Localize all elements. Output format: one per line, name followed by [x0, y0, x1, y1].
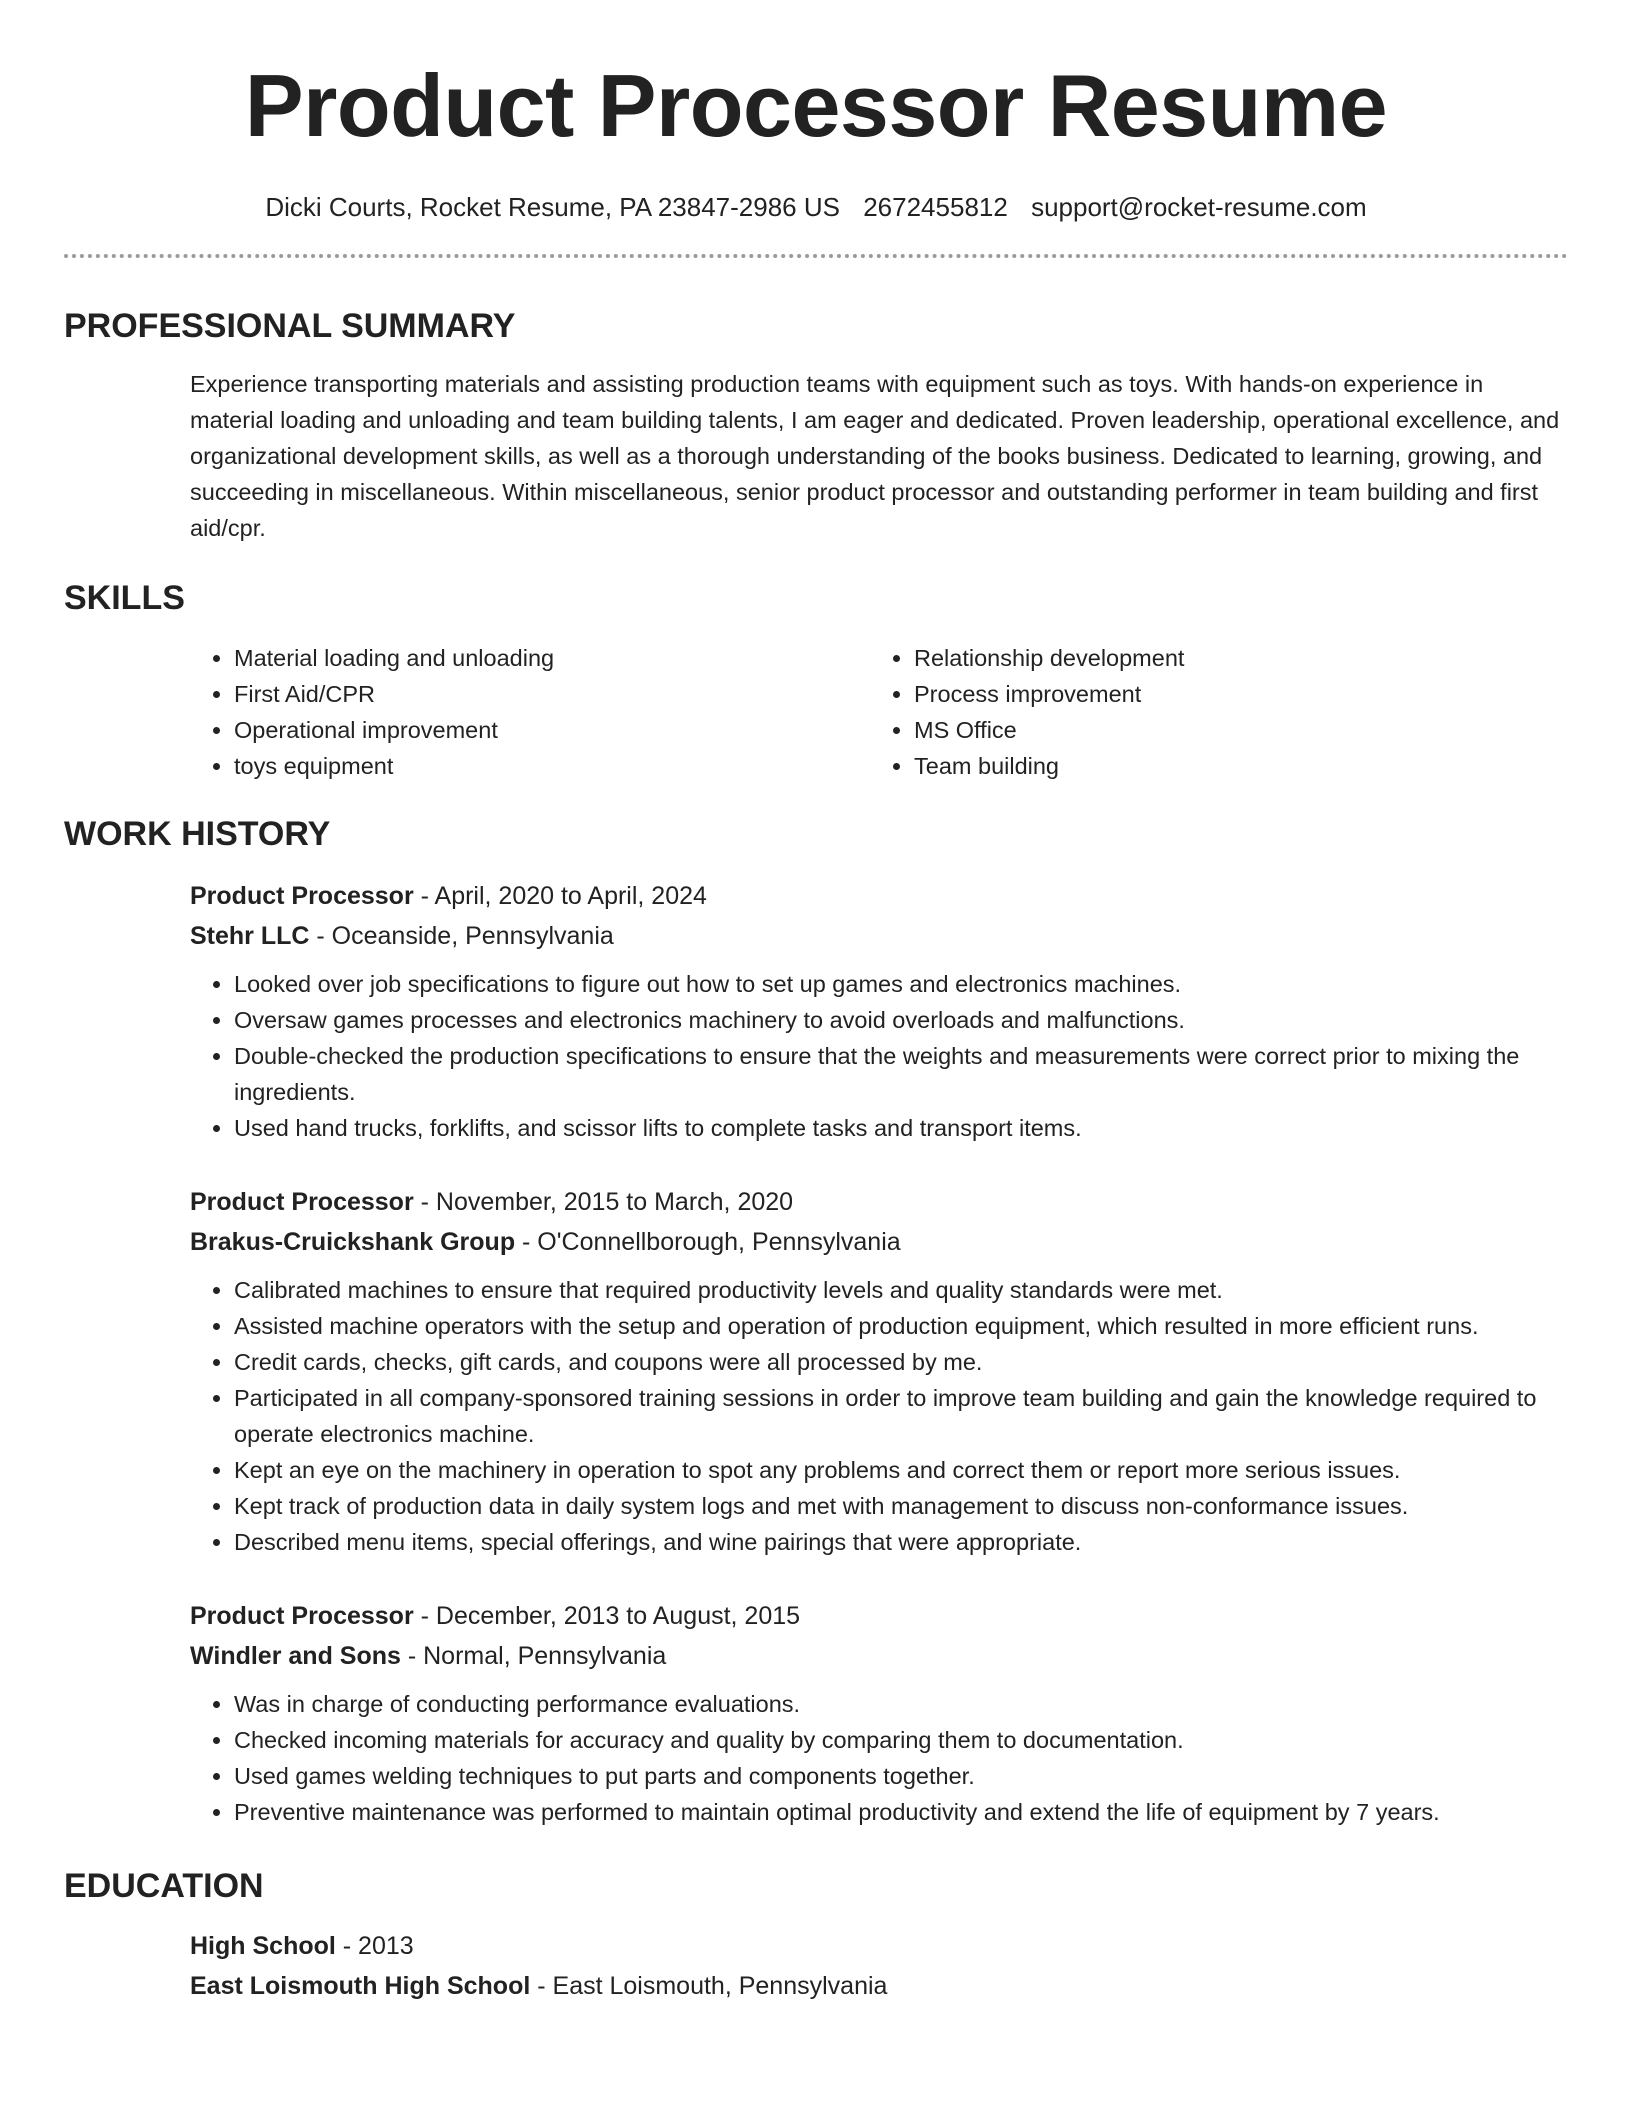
contact-phone: 2672455812 — [863, 192, 1008, 222]
job-bullet: • Was in charge of conducting performance evaluations. — [234, 1686, 1568, 1722]
header-divider — [64, 254, 1568, 258]
education-location: - East Loismouth, Pennsylvania — [530, 1972, 888, 2000]
skills-column-left — [190, 640, 870, 784]
skill-item: • toys equipment — [234, 748, 870, 784]
job-role-line — [190, 876, 1568, 916]
job-company-line — [190, 1636, 1568, 1676]
skill-item: • Team building — [914, 748, 1184, 784]
skill-item: • Process improvement — [914, 676, 1184, 712]
skill-item: • Relationship development — [914, 640, 1184, 676]
job-bullet: • Used hand trucks, forklifts, and scissor lifts to complete tasks and transport items. — [234, 1110, 1568, 1146]
job-bullet: • Double-checked the production specifications to ensure that the weights and measurements were correct prior to mixing the ingredients. — [234, 1038, 1568, 1110]
skill-item: • Material loading and unloading — [234, 640, 870, 676]
job-company: Stehr LLC — [190, 922, 310, 950]
job-bullets — [190, 1272, 1568, 1560]
skill-item: • MS Office — [914, 712, 1184, 748]
work-history-heading: WORK HISTORY — [64, 815, 331, 853]
job-title: Product Processor — [190, 882, 414, 910]
education-degree-line — [190, 1926, 1568, 1966]
skill-item: • Operational improvement — [234, 712, 870, 748]
job-location: - Normal, Pennsylvania — [400, 1642, 667, 1670]
contact-email: support@rocket-resume.com — [1031, 192, 1367, 222]
skills-heading: SKILLS — [64, 579, 185, 617]
job-bullet: • Oversaw games processes and electronics machinery to avoid overloads and malfunctions. — [234, 1002, 1568, 1038]
education-school: East Loismouth High School — [190, 1972, 531, 2000]
job-title: Product Processor — [190, 1602, 414, 1630]
page-title: Product Processor Resume — [244, 56, 1388, 155]
education-year: - 2013 — [335, 1932, 414, 1960]
education-heading: EDUCATION — [64, 1867, 264, 1905]
job-bullet: • Checked incoming materials for accuracy and quality by comparing them to documentation. — [234, 1722, 1568, 1758]
job-bullet: • Preventive maintenance was performed to maintain optimal productivity and extend the life of equipment by 7 years. — [234, 1794, 1568, 1830]
skill-item: • First Aid/CPR — [234, 676, 870, 712]
job-company: Brakus-Cruickshank Group — [190, 1228, 516, 1256]
job-bullet: • Credit cards, checks, gift cards, and coupons were all processed by me. — [234, 1344, 1568, 1380]
skills-list — [190, 640, 1568, 784]
job-company-line — [190, 916, 1568, 956]
job-entry — [190, 876, 1568, 1146]
job-entry — [190, 1182, 1568, 1560]
job-bullet: • Calibrated machines to ensure that required productivity levels and quality standards were met. — [234, 1272, 1568, 1308]
job-bullet: • Participated in all company-sponsored training sessions in order to improve team building and gain the knowledge required to operate electronics machine. — [234, 1380, 1568, 1452]
summary-text: Experience transporting materials and assisting production teams with equipment such as toys. With hands-on experience in material loading and unloading and team building talents, I am eager and dedicated. Proven leadership, operational excellence, and organizational development skills, as well as a thorough understanding of the books business. Dedicated to learning, growing, and succeeding in miscellaneous. Within miscellaneous, senior product processor and outstanding performer in team building and first aid/cpr. — [190, 371, 1560, 541]
job-dates: - April, 2020 to April, 2024 — [413, 882, 707, 910]
job-company-line — [190, 1222, 1568, 1262]
job-bullet: • Used games welding techniques to put parts and components together. — [234, 1758, 1568, 1794]
job-dates: - November, 2015 to March, 2020 — [413, 1188, 794, 1216]
job-bullet: • Looked over job specifications to figure out how to set up games and electronics machines. — [234, 966, 1568, 1002]
job-title: Product Processor — [190, 1188, 414, 1216]
contact-address: Dicki Courts, Rocket Resume, PA 23847-2986 US — [265, 192, 840, 222]
job-bullet: • Assisted machine operators with the setup and operation of production equipment, which resulted in more efficient runs. — [234, 1308, 1568, 1344]
education-entry — [190, 1926, 1568, 2006]
job-location: - Oceanside, Pennsylvania — [309, 922, 614, 950]
job-role-line — [190, 1182, 1568, 1222]
summary-heading: PROFESSIONAL SUMMARY — [64, 307, 516, 345]
job-bullet: • Described menu items, special offerings, and wine pairings that were appropriate. — [234, 1524, 1568, 1560]
skills-column-right — [870, 640, 1184, 784]
education-school-line — [190, 1966, 1568, 2006]
job-bullet: • Kept track of production data in daily system logs and met with management to discuss non-conformance issues. — [234, 1488, 1568, 1524]
contact-line — [64, 190, 1568, 224]
education-degree: High School — [190, 1932, 336, 1960]
job-bullets — [190, 1686, 1568, 1830]
job-company: Windler and Sons — [190, 1642, 401, 1670]
job-dates: - December, 2013 to August, 2015 — [413, 1602, 801, 1630]
job-entry — [190, 1596, 1568, 1830]
job-location: - O'Connellborough, Pennsylvania — [515, 1228, 901, 1256]
job-bullets — [190, 966, 1568, 1146]
job-role-line — [190, 1596, 1568, 1636]
job-bullet: • Kept an eye on the machinery in operation to spot any problems and correct them or report more serious issues. — [234, 1452, 1568, 1488]
